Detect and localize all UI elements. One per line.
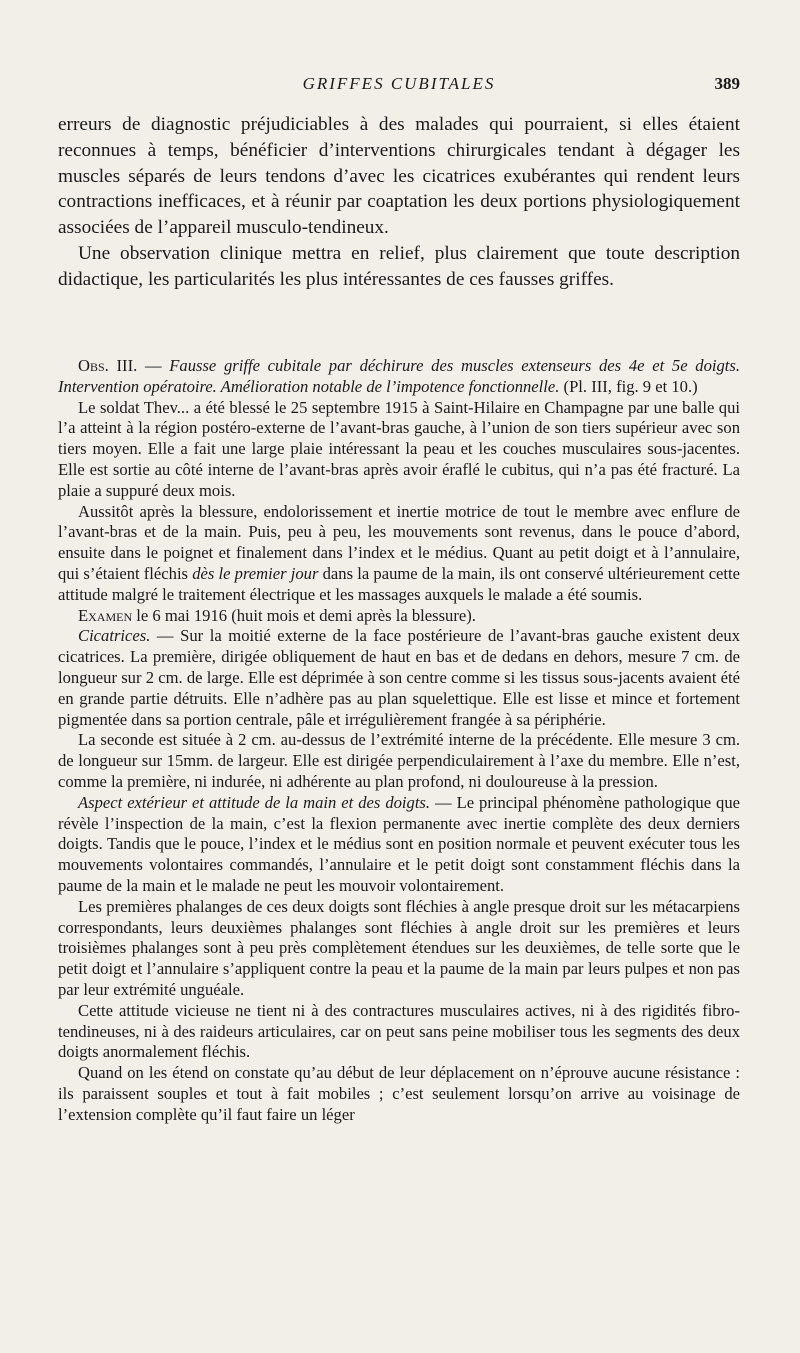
aspect-text: — Le principal phénomène pathologique que révèle l’inspection de la main, c’est la flexion permanente avec inertie complète des deux derniers doigts. Tandis que le pouce, l’index et le médius sont en position normale et peuvent exécuter tous les mouvements volontaires commandés, l’annulaire et le petit doigt sont constamment fléchis dans la paume de la main et le malade ne peut les mouvoir volontairement. bbox=[58, 792, 740, 895]
observation-paragraph-2-start: Aussitôt après la blessure, endolorissement et inertie motrice de tout le membre avec enflure de l’avant-bras et de la main. Puis, peu à peu, les mouvements sont revenus, dans le pouce d’abord, ensuite dans le poignet et finalement dans l’index et le médius. Quant au petit doigt et à l’annulaire, qui s’étaient fléchis bbox=[58, 501, 740, 583]
cicatrices-paragraph bbox=[58, 626, 740, 730]
observation-paragraph-8: Quand on les étend on constate qu’au début de leur déplacement on n’éprouve aucune résistance : ils paraissent souples et tout à fait mobiles ; c’est seulement lorsqu’on arrive au voisinage de l’extension complète qu’il faut faire un léger bbox=[58, 1063, 740, 1124]
observation-paragraph-2-emphasis: dès le premier jour bbox=[192, 563, 319, 583]
observation-paragraph-4: La seconde est située à 2 cm. au-dessus de l’extrémité interne de la précédente. Elle mesure 3 cm. de longueur sur 15mm. de largeur. Elle est dirigée perpendiculairement à l’axe du membre. Elle n’est, comme la première, ni indurée, ni adhérente au plan profond, ni douloureuse à la pression. bbox=[58, 730, 740, 791]
observation-dash: — bbox=[137, 356, 170, 375]
observation-paragraph-2-end: dans la paume de la main, ils ont conservé ultérieurement cette attitude malgré le traitement électrique et les massages auxquels le malade a été soumis. bbox=[58, 563, 741, 604]
running-title: GRIFFES CUBITALES bbox=[302, 74, 496, 93]
exam-line bbox=[58, 606, 740, 627]
intro-text bbox=[58, 112, 740, 293]
observation-paragraph-2 bbox=[58, 502, 740, 606]
aspect-label: Aspect extérieur et attitude de la main et des doigts. bbox=[78, 792, 431, 812]
intro-paragraph-1: erreurs de diagnostic préjudiciables à des malades qui pourraient, si elles étaient reconnues à temps, bénéficier d’interventions chirurgicales tendant à dégager les muscles séparés de leurs tendons d’avec les cicatrices exubérantes qui rendent leurs contractions inefficaces, et à réunir par coaptation les deux portions physiologiquement associées de l’appareil musculo-tendineux. bbox=[58, 114, 740, 239]
observation-title: Fausse griffe cubitale par déchirure des muscles extenseurs des 4e et 5e doigts. Intervention opératoire. Amélioration notable de l’impotence fonctionnelle. bbox=[58, 356, 740, 396]
observation-text bbox=[58, 356, 740, 1125]
intro-paragraph-2: Une observation clinique mettra en relief, plus clairement que toute description didactique, les particularités les plus intéressantes de ces fausses griffes. bbox=[58, 242, 740, 290]
observation-heading bbox=[58, 356, 740, 398]
observation-label: Obs. III. bbox=[78, 356, 138, 375]
exam-label: Examen bbox=[78, 605, 133, 625]
running-head bbox=[58, 74, 740, 96]
observation-paragraph-7: Cette attitude vicieuse ne tient ni à des contractures musculaires actives, ni à des rigidités fibro-tendineuses, ni à des raideurs articulaires, car on peut sans peine mobiliser tous les segments des deux doigts anormalement fléchis. bbox=[58, 1000, 740, 1062]
aspect-paragraph bbox=[58, 793, 740, 897]
cicatrices-text: — Sur la moitié externe de la face postérieure de l’avant-bras gauche existent deux cicatrices. La première, dirigée obliquement de haut en bas et de dedans en dehors, mesure 7 cm. de longueur sur 2 cm. de large. Elle est déprimée à son centre comme si les tissus sous-jacents avaient été en grande partie détruits. Elle n’adhère pas au plan squelettique. Elle est lisse et mince et fortement pigmentée dans sa portion centrale, pâle et irrégulièrement frangée à sa périphérie. bbox=[58, 626, 740, 729]
page-number: 389 bbox=[714, 74, 740, 93]
exam-text: le 6 mai 1916 (huit mois et demi après la blessure). bbox=[132, 605, 476, 625]
observation-paragraph-1: Le soldat Thev... a été blessé le 25 septembre 1915 à Saint-Hilaire en Champagne par une balle qui l’a atteint à la région postéro-externe de l’avant-bras gauche, à l’union de son tiers supérieur avec son tiers moyen. Elle a fait une large plaie intéressant la peau et les couches musculaires sous-jacentes. Elle est sortie au côté interne de l’avant-bras après avoir éraflé le cubitus, qui n’a pas été fracturé. La plaie a suppuré deux mois. bbox=[58, 397, 740, 500]
cicatrices-label: Cicatrices. bbox=[78, 626, 151, 646]
observation-reference: (Pl. III, fig. 9 et 10.) bbox=[559, 376, 698, 396]
observation-paragraph-6: Les premières phalanges de ces deux doigts sont fléchies à angle presque droit sur les métacarpiens correspondants, leurs deuxièmes phalanges sont fléchies à angle droit sur les premières et leurs troisièmes phalanges sont à peu près complètement étendues sur les deuxièmes, de telle sorte que le petit doigt et l’annulaire s’appliquent contre la peau et la paume de la main par leurs pulpes et non pas par leur extrémité unguéale. bbox=[58, 896, 740, 999]
